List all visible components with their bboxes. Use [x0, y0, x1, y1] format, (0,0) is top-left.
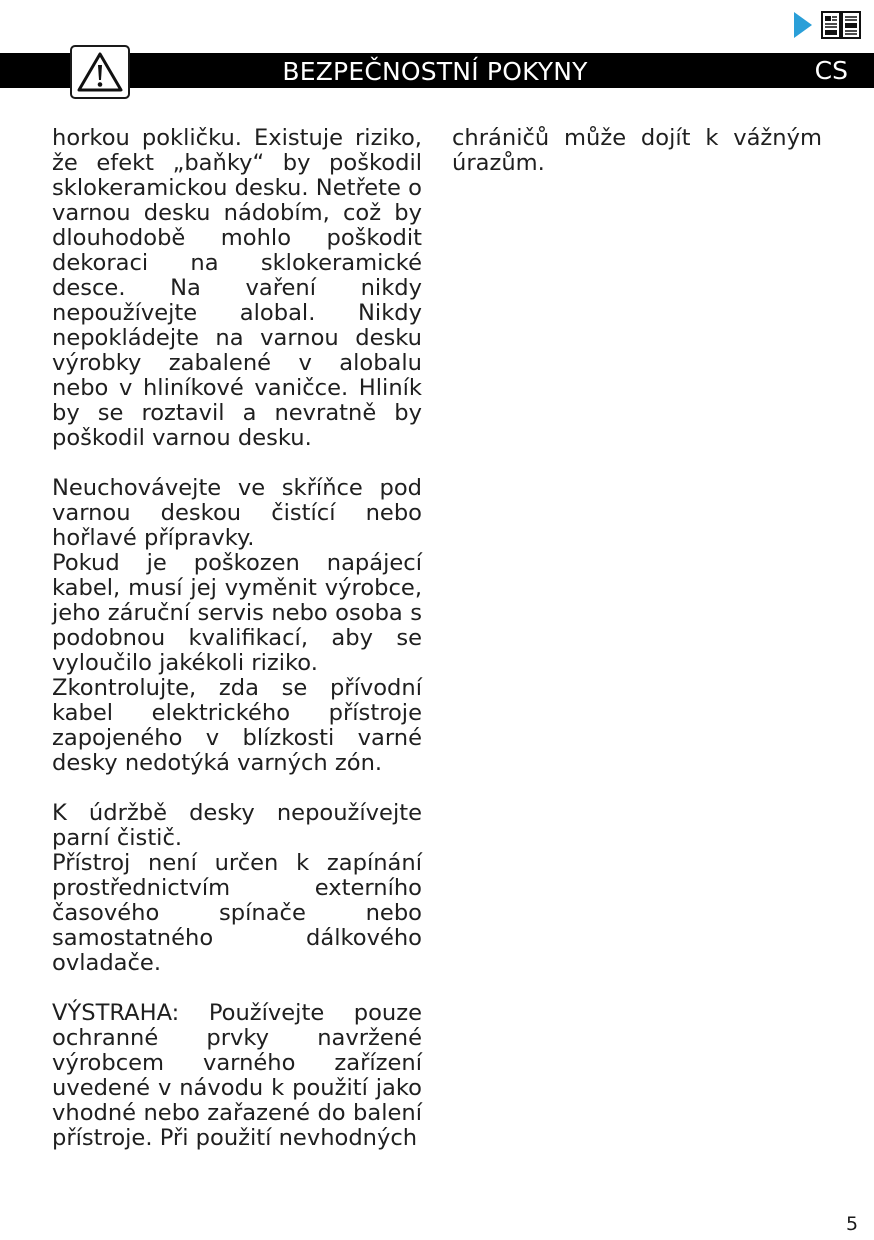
- page-title: BEZPEČNOSTNÍ POKYNY: [282, 57, 588, 86]
- paragraph: horkou pokličku. Existuje riziko, že efekt „baňky“ by poškodil sklokeramickou desku. Netřete o varnou desku nádobím, což by dlouhodobě mohlo poškodit dekoraci na sklokeramické desce. Na vaření nikdy nepoužívejte alobal. Nikdy nepokládejte na varnou desku výrobky zabalené v alobalu nebo v hliníkové vaničce. Hliník by se roztavil a nevratně by poškodil varnou desku.: [52, 125, 422, 451]
- page-number: 5: [846, 1213, 859, 1235]
- left-column: [52, 126, 422, 1151]
- play-icon[interactable]: [794, 12, 812, 38]
- top-navigation: [794, 9, 864, 41]
- paragraph: Přístroj není určen k zapínání prostřednictvím externího časového spínače nebo samostatného dálkového ovladače.: [52, 850, 422, 976]
- right-column: [452, 126, 822, 176]
- warning-icon: [70, 45, 130, 99]
- paragraph: Zkontrolujte, zda se přívodní kabel elektrického přístroje zapojeného v blízkosti varné desky nedotýká varných zón.: [52, 675, 422, 776]
- paragraph: VÝSTRAHA: Používejte pouze ochranné prvky navržené výrobcem varného zařízení uvedené v návodu k použití jako vhodné nebo zařazené do balení přístroje. Při použití nevhodných: [52, 1000, 422, 1151]
- book-icon[interactable]: [821, 9, 861, 41]
- paragraph: Pokud je poškozen napájecí kabel, musí jej vyměnit výrobce, jeho záruční servis nebo osoba s podobnou kvalifikací, aby se vyloučilo jakékoli riziko.: [52, 550, 422, 676]
- paragraph: K údržbě desky nepoužívejte parní čistič.: [52, 800, 422, 851]
- paragraph: chráničů může dojít k vážným úrazům.: [452, 125, 822, 176]
- language-code: CS: [814, 56, 848, 85]
- paragraph: Neuchovávejte ve skříňce pod varnou deskou čistící nebo hořlavé přípravky.: [52, 475, 422, 551]
